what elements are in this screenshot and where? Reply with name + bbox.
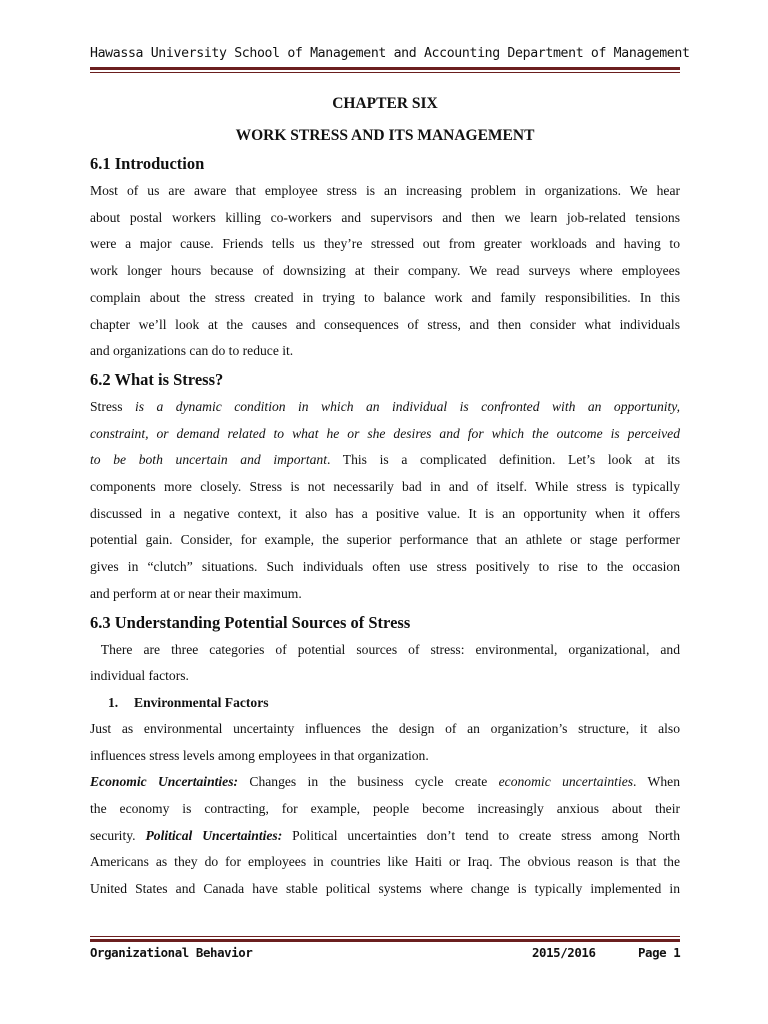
text-line <box>90 823 680 850</box>
introduction-paragraph <box>90 178 680 365</box>
section-heading-potential-sources: 6.3 Understanding Potential Sources of Stress <box>90 612 411 632</box>
text-line: potential gain. Consider, for example, the superior performance that an athlete or stage performer <box>90 532 680 548</box>
text-run: Political uncertainties don’t tend to create stress among North <box>282 827 680 843</box>
footer-year: 2015/2016 <box>532 945 596 960</box>
text-line <box>90 394 680 421</box>
chapter-title: CHAPTER SIX <box>332 95 438 112</box>
text-line: Most of us are aware that employee stress is an increasing problem in organizations. We hear <box>90 183 680 198</box>
text-line: work longer hours because of downsizing at their company. We read surveys where employees <box>90 263 680 279</box>
text-line: discussed in a negative context, it also has a positive value. It is an opportunity when it offers <box>90 505 680 521</box>
chapter-subtitle: WORK STRESS AND ITS MANAGEMENT <box>235 127 535 144</box>
text-line: complain about the stress created in trying to balance work and family responsibilities. In this <box>90 289 680 305</box>
text-line: chapter we’ll look at the causes and consequences of stress, and then consider what individuals <box>90 316 680 332</box>
text-run: Changes in the business cycle create <box>238 774 499 790</box>
political-uncertainties-label: Political Uncertainties: <box>145 827 283 843</box>
economic-political-paragraph <box>90 769 680 903</box>
list-number: 1. <box>108 694 119 710</box>
stress-definition-italic: constraint, or demand related to what he or she desires and for which the outcome is perceived <box>90 425 680 441</box>
text-line <box>90 447 680 474</box>
text-line: were a major cause. Friends tells us they’re stressed out from greater workloads and having to <box>90 236 680 252</box>
running-header: Hawassa University School of Management and Accounting Department of Management <box>90 46 690 61</box>
stress-term: Stress <box>90 398 135 414</box>
text-line <box>90 421 680 448</box>
footer-rule-thick <box>90 939 680 942</box>
text-line: Americans as they do for employees in countries like Haiti or Iraq. The obvious reason is that the <box>90 854 680 870</box>
list-heading-text: Environmental Factors <box>134 694 269 710</box>
text-line <box>90 769 680 796</box>
text-line: influences stress levels among employees in that organization. <box>90 747 429 763</box>
environmental-paragraph <box>90 716 680 769</box>
text-line: There are three categories of potential sources of stress: environmental, organizational, and <box>90 641 680 657</box>
text-line: and organizations can do to reduce it. <box>90 343 294 359</box>
text-run: . This is a complicated definition. Let’s look at its <box>326 452 680 468</box>
section-heading-introduction: 6.1 Introduction <box>90 154 205 173</box>
text-line: individual factors. <box>90 668 189 684</box>
text-line: gives in “clutch” situations. Such individuals often use stress positively to rise to the occasion <box>90 559 680 575</box>
stress-definition-italic: is a dynamic condition in which an individual is confronted with an opportunity, <box>134 398 680 414</box>
text-line: and perform at or near their maximum. <box>90 585 302 601</box>
text-line: about postal workers killing co-workers and supervisors and then we learn job-related tensions <box>90 209 680 225</box>
footer-page-number: Page 1 <box>638 945 681 960</box>
footer-course-name: Organizational Behavior <box>90 945 253 960</box>
section-heading-what-is-stress: 6.2 What is Stress? <box>90 369 224 389</box>
stress-definition-italic: to be both uncertain and important <box>90 452 327 468</box>
document-body <box>90 92 680 903</box>
economic-uncertainties-term: economic uncertainties <box>498 774 634 790</box>
footer-rule-thin <box>90 936 680 937</box>
list-item-environmental-factors <box>90 690 680 716</box>
stress-definition-paragraph <box>90 394 680 608</box>
text-line: Just as environmental uncertainty influences the design of an organization’s structure, it also <box>90 720 680 736</box>
sources-intro-paragraph <box>90 637 680 690</box>
text-run: security. <box>90 827 146 843</box>
text-line: the economy is contracting, for example, people become increasingly anxious about their <box>90 801 680 817</box>
header-rule-thin <box>90 72 680 73</box>
economic-uncertainties-label: Economic Uncertainties: <box>90 774 239 790</box>
text-line: United States and Canada have stable political systems where change is typically implemented in <box>90 881 680 897</box>
text-line: components more closely. Stress is not necessarily bad in and of itself. While stress is typically <box>90 479 680 495</box>
text-run: . When <box>633 774 681 790</box>
header-rule-thick <box>90 67 680 70</box>
